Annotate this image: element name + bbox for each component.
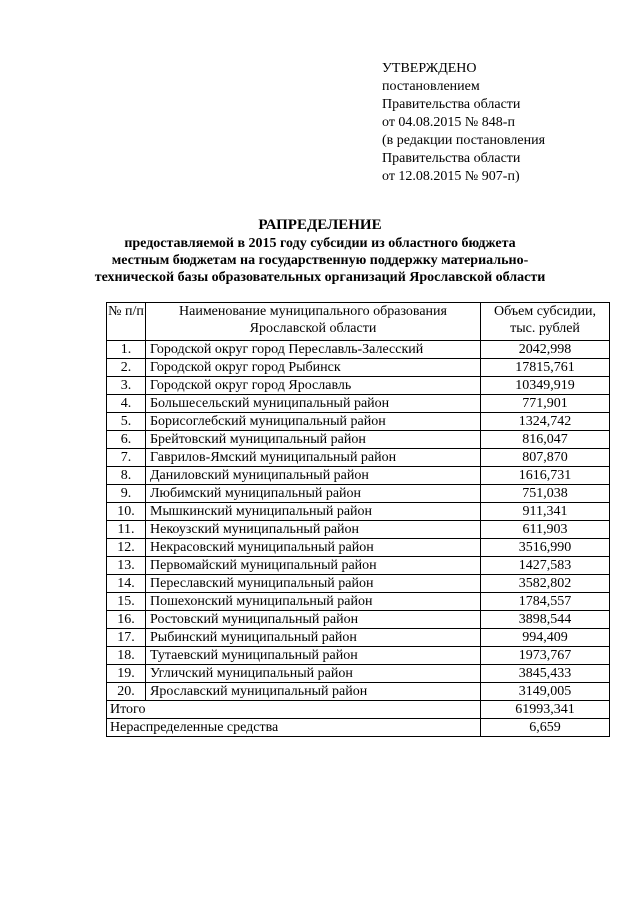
total-row [107, 701, 610, 719]
total-row-label: Итого [107, 701, 481, 719]
row-name: Любимский муниципальный район [146, 485, 481, 503]
table-row [107, 341, 610, 359]
row-value: 751,038 [481, 485, 610, 503]
row-value: 10349,919 [481, 377, 610, 395]
table-row [107, 647, 610, 665]
row-name: Тутаевский муниципальный район [146, 647, 481, 665]
header-number: № п/п [107, 303, 146, 341]
row-name: Угличский муниципальный район [146, 665, 481, 683]
row-name: Ярославский муниципальный район [146, 683, 481, 701]
document-title: РАПРЕДЕЛЕНИЕ [258, 217, 382, 233]
table-row [107, 395, 610, 413]
table-row [107, 575, 610, 593]
row-name: Переславский муниципальный район [146, 575, 481, 593]
approval-line: постановлением [382, 79, 480, 94]
row-number: 18. [107, 647, 146, 665]
row-number: 9. [107, 485, 146, 503]
table-row [107, 503, 610, 521]
row-value: 611,903 [481, 521, 610, 539]
undistributed-row-value: 6,659 [481, 719, 610, 737]
row-value: 3149,005 [481, 683, 610, 701]
table-row [107, 611, 610, 629]
row-name: Даниловский муниципальный район [146, 467, 481, 485]
row-name: Городской округ город Переславль-Залесский [146, 341, 481, 359]
approval-line: от 04.08.2015 № 848-п [382, 115, 515, 130]
row-number: 7. [107, 449, 146, 467]
row-name: Рыбинский муниципальный район [146, 629, 481, 647]
row-name: Городской округ город Рыбинск [146, 359, 481, 377]
row-value: 3582,802 [481, 575, 610, 593]
row-number: 2. [107, 359, 146, 377]
row-value: 2042,998 [481, 341, 610, 359]
row-number: 4. [107, 395, 146, 413]
approval-line: УТВЕРЖДЕНО [382, 61, 477, 76]
undistributed-row-label: Нераспределенные средства [107, 719, 481, 737]
table-row [107, 431, 610, 449]
row-value: 771,901 [481, 395, 610, 413]
row-name: Пошехонский муниципальный район [146, 593, 481, 611]
table-row [107, 449, 610, 467]
row-number: 10. [107, 503, 146, 521]
undistributed-row [107, 719, 610, 737]
approval-line: Правительства области [382, 151, 521, 166]
row-number: 20. [107, 683, 146, 701]
document-subtitle-line: предоставляемой в 2015 году субсидии из областного бюджета [124, 236, 516, 251]
row-name: Городской округ город Ярославль [146, 377, 481, 395]
row-value: 3516,990 [481, 539, 610, 557]
row-number: 6. [107, 431, 146, 449]
row-name: Ростовский муниципальный район [146, 611, 481, 629]
table-row [107, 557, 610, 575]
table-body [107, 341, 610, 737]
row-value: 816,047 [481, 431, 610, 449]
row-number: 8. [107, 467, 146, 485]
table-header-row [107, 303, 610, 341]
table-row [107, 485, 610, 503]
row-name: Гаврилов-Ямский муниципальный район [146, 449, 481, 467]
row-name: Борисоглебский муниципальный район [146, 413, 481, 431]
row-number: 12. [107, 539, 146, 557]
row-name: Большесельский муниципальный район [146, 395, 481, 413]
row-value: 1973,767 [481, 647, 610, 665]
header-value: Объем субсидии, тыс. рублей [481, 303, 610, 341]
row-value: 807,870 [481, 449, 610, 467]
row-value: 911,341 [481, 503, 610, 521]
row-number: 16. [107, 611, 146, 629]
document-heading [0, 217, 640, 286]
row-value: 1427,583 [481, 557, 610, 575]
row-number: 3. [107, 377, 146, 395]
row-number: 11. [107, 521, 146, 539]
document-subtitle-line: технической базы образовательных организаций Ярославской области [94, 270, 546, 285]
row-name: Брейтовский муниципальный район [146, 431, 481, 449]
row-value: 1784,557 [481, 593, 610, 611]
row-number: 17. [107, 629, 146, 647]
approval-line: от 12.08.2015 № 907-п) [382, 169, 520, 184]
table-row [107, 521, 610, 539]
table-row [107, 683, 610, 701]
row-number: 13. [107, 557, 146, 575]
row-value: 17815,761 [481, 359, 610, 377]
row-name: Некрасовский муниципальный район [146, 539, 481, 557]
approval-line: (в редакции постановления [382, 133, 546, 148]
row-number: 19. [107, 665, 146, 683]
row-name: Первомайский муниципальный район [146, 557, 481, 575]
table-row [107, 413, 610, 431]
row-value: 3845,433 [481, 665, 610, 683]
header-name: Наименование муниципального образования Ярославской области [146, 303, 481, 341]
table-row [107, 467, 610, 485]
approval-line: Правительства области [382, 97, 521, 112]
row-value: 3898,544 [481, 611, 610, 629]
table-row [107, 359, 610, 377]
table-row [107, 377, 610, 395]
row-number: 15. [107, 593, 146, 611]
row-number: 5. [107, 413, 146, 431]
table-row [107, 539, 610, 557]
table-row [107, 665, 610, 683]
row-name: Мышкинский муниципальный район [146, 503, 481, 521]
table-row [107, 593, 610, 611]
row-value: 1324,742 [481, 413, 610, 431]
row-value: 1616,731 [481, 467, 610, 485]
subsidy-table [106, 302, 610, 737]
document-subtitle-line: местным бюджетам на государственную поддержку материально- [111, 253, 529, 268]
approval-block [382, 60, 545, 186]
total-row-value: 61993,341 [481, 701, 610, 719]
row-name: Некоузский муниципальный район [146, 521, 481, 539]
row-value: 994,409 [481, 629, 610, 647]
table-row [107, 629, 610, 647]
row-number: 14. [107, 575, 146, 593]
row-number: 1. [107, 341, 146, 359]
